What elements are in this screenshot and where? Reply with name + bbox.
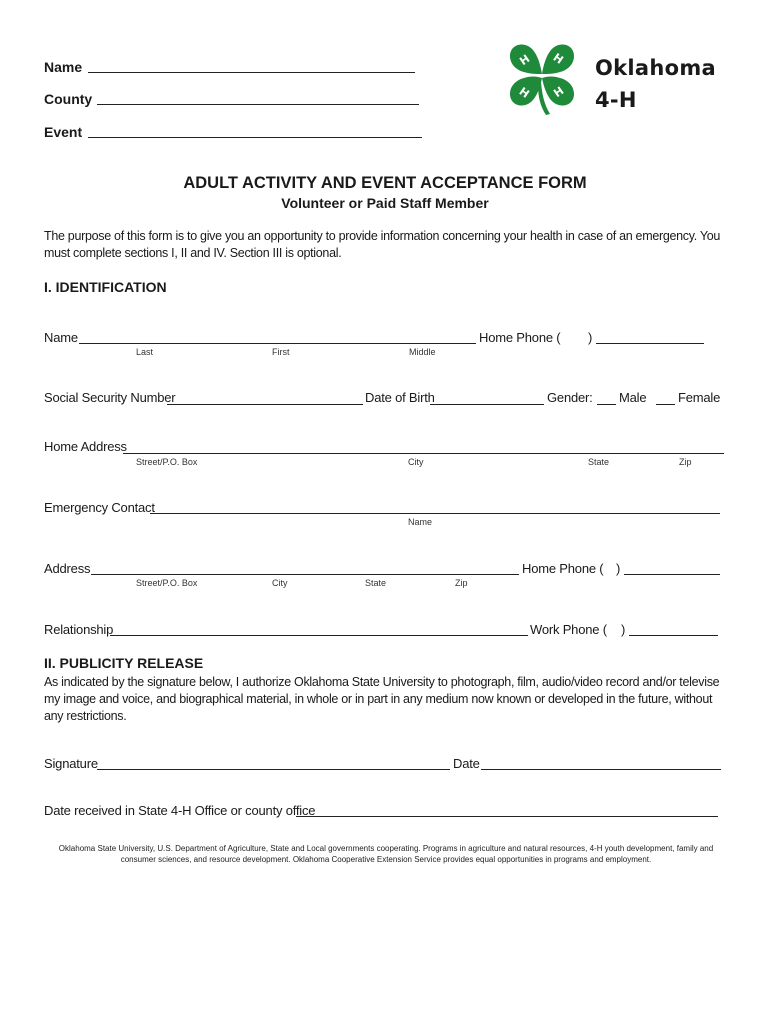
ssn-line[interactable]	[167, 404, 363, 405]
ec-address-street-caption: Street/P.O. Box	[136, 578, 198, 588]
clover-letter-3: H	[516, 84, 532, 101]
relationship-label: Relationship	[44, 622, 114, 637]
ec-home-phone-label: Home Phone (	[522, 561, 604, 576]
home-phone-line[interactable]	[596, 343, 704, 344]
header-event-line[interactable]	[88, 137, 422, 138]
gender-male-line[interactable]	[597, 404, 616, 405]
header-event-label: Event	[44, 124, 83, 140]
relationship-line[interactable]	[110, 635, 528, 636]
form-subtitle: Volunteer or Paid Staff Member	[281, 195, 489, 211]
emergency-contact-label: Emergency Contact	[44, 500, 155, 515]
home-address-line[interactable]	[123, 453, 724, 454]
ec-address-line[interactable]	[91, 574, 519, 575]
date-label: Date	[453, 756, 480, 771]
name-line[interactable]	[79, 343, 476, 344]
signature-line[interactable]	[97, 769, 450, 770]
work-phone-line[interactable]	[629, 635, 718, 636]
four-h-clover-logo-icon	[502, 38, 582, 116]
name-last-caption: Last	[136, 347, 154, 357]
emergency-contact-name-caption: Name	[408, 517, 433, 527]
header-name-label: Name	[44, 59, 83, 75]
home-address-label: Home Address	[44, 439, 127, 454]
gender-female: Female	[678, 390, 721, 405]
date-received-label: Date received in State 4-H Office or county office	[44, 803, 316, 818]
date-received-line[interactable]	[296, 816, 718, 817]
ec-address-city-caption: City	[272, 578, 288, 588]
publicity-paragraph: As indicated by the signature below, I authorize Oklahoma State University to photograph, film, audio/video record and/or televise my image and voice, and biographical material, in whole or in part in any medium now known or developed in the future, without any restrictions.	[44, 675, 720, 723]
ec-address-state-caption: State	[365, 578, 387, 588]
ssn-label: Social Security Number	[44, 390, 176, 405]
home-phone-label: Home Phone (	[479, 330, 561, 345]
gender-female-line[interactable]	[656, 404, 675, 405]
clover-letter-4: H	[551, 84, 567, 101]
header-county-label: County	[44, 91, 93, 107]
intro-paragraph: The purpose of this form is to give you an opportunity to provide information concerning your health in case of an emergency. You must complete sections I, II and IV. Section III is optional.	[44, 229, 721, 260]
home-address-state-caption: State	[588, 457, 610, 467]
clover-letter-1: H	[517, 52, 533, 69]
footer-disclaimer: Oklahoma State University, U.S. Department of Agriculture, State and Local governments cooperating. Programs in agriculture and natural resources, 4-H youth development, family and consumer sciences, and resource development. Oklahoma Cooperative Extension Service provides equal opportunities in programs and employment.	[58, 844, 714, 864]
header-name-line[interactable]	[88, 72, 415, 73]
home-address-city-caption: City	[408, 457, 424, 467]
name-label: Name	[44, 330, 78, 345]
name-first-caption: First	[272, 347, 290, 357]
dob-line[interactable]	[430, 404, 544, 405]
date-line[interactable]	[481, 769, 721, 770]
brand-oklahoma: Oklahoma	[595, 56, 717, 80]
work-phone-close-paren: )	[621, 622, 626, 637]
brand-4h: 4-H	[595, 88, 637, 112]
ec-address-label: Address	[44, 561, 91, 576]
clover-letter-2: H	[550, 50, 566, 67]
header-county-line[interactable]	[97, 104, 419, 105]
section-identification-heading: I. IDENTIFICATION	[44, 279, 167, 295]
home-address-zip-caption: Zip	[679, 457, 692, 467]
ec-home-phone-close-paren: )	[616, 561, 621, 576]
name-middle-caption: Middle	[409, 347, 436, 357]
home-phone-close-paren: )	[588, 330, 593, 345]
ec-address-zip-caption: Zip	[455, 578, 468, 588]
work-phone-label: Work Phone (	[530, 622, 607, 637]
home-address-street-caption: Street/P.O. Box	[136, 457, 198, 467]
dob-label: Date of Birth	[365, 390, 435, 405]
emergency-contact-line[interactable]	[150, 513, 720, 514]
section-publicity-heading: II. PUBLICITY RELEASE	[44, 655, 204, 671]
gender-male: Male	[619, 390, 647, 405]
ec-home-phone-line[interactable]	[624, 574, 720, 575]
gender-label: Gender:	[547, 390, 593, 405]
form-title: ADULT ACTIVITY AND EVENT ACCEPTANCE FORM	[183, 174, 587, 192]
signature-label: Signature	[44, 756, 98, 771]
